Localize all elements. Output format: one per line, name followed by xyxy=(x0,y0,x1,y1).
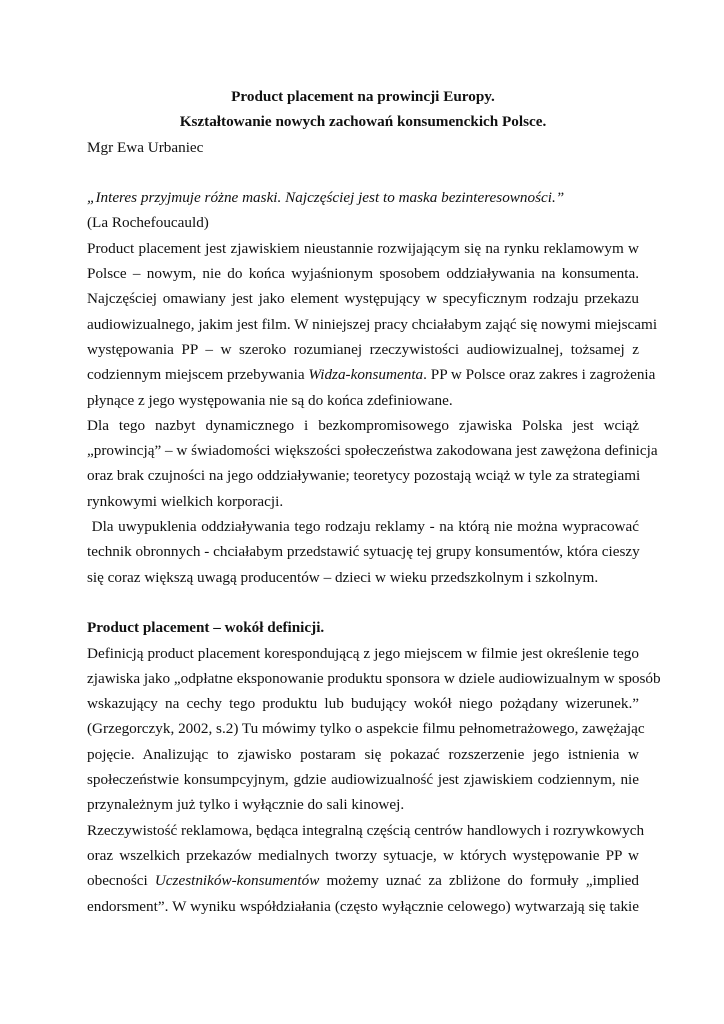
blank-line xyxy=(87,590,639,615)
intro-paragraph-3 xyxy=(87,514,639,590)
author-name: Mgr Ewa Urbaniec xyxy=(87,138,204,156)
section-paragraph-2 xyxy=(87,818,645,919)
blank-line xyxy=(87,160,639,185)
text-line: oraz brak czujności na jego oddziaływanie; teoretycy pozostają wciąż w tyle za strategiami xyxy=(87,467,641,485)
text-run: codziennym miejscem przebywania xyxy=(87,366,309,384)
text-line: wskazujący na cechy tego produktu lub budujący wokół niego pożądany wizerunek.” xyxy=(87,695,639,713)
text-line: audiowizualnego, jakim jest film. W niniejszej pracy chciałabym zająć się nowymi miejscami xyxy=(87,315,658,333)
epigraph-quote: „Interes przyjmuje różne maski. Najczęściej jest to maska bezinteresowności.” xyxy=(87,189,565,207)
text-line: (Grzegorczyk, 2002, s.2) Tu mówimy tylko o aspekcie filmu pełnometrażowego, zawężając xyxy=(87,720,645,738)
text-line: oraz wszelkich przekazów medialnych tworzy sytuacje, w których występowanie PP w xyxy=(87,846,639,864)
section-paragraph-1 xyxy=(87,641,661,818)
text-line: przynależnym już tylko i wyłącznie do sali kinowej. xyxy=(87,796,405,814)
text-line: Najczęściej omawiany jest jako element występujący w specyficznym rodzaju przekazu xyxy=(87,290,639,308)
text-line: technik obronnych - chciałabym przedstawić sytuację tej grupy konsumentów, która cieszy xyxy=(87,543,640,561)
text-line: Definicją product placement korespondującą z jego miejscem w filmie jest określenie tego xyxy=(87,644,639,662)
text-line: Polsce – nowym, nie do końca wyjaśnionym sposobem oddziaływania na konsumenta. xyxy=(87,265,639,283)
text-line: występowania PP – w szeroko rozumianej rzeczywistości audiowizualnej, tożsamej z xyxy=(87,340,639,358)
text-line: Rzeczywistość reklamowa, będąca integralną częścią centrów handlowych i rozrywkowych xyxy=(87,821,645,839)
text-line xyxy=(87,868,639,893)
text-run: obecności xyxy=(87,872,155,890)
italic-term: Widza-konsumenta xyxy=(308,366,424,384)
text-line: endorsment”. W wyniku współdziałania (często wyłącznie celowego) wytwarzają się takie xyxy=(87,897,639,915)
text-line: Dla tego nazbyt dynamicznego i bezkompromisowego zjawiska Polska jest wciąż xyxy=(87,416,639,434)
text-line: Product placement jest zjawiskiem nieustannie rozwijającym się na rynku reklamowym w xyxy=(87,239,639,257)
text-line: „prowincją” – w świadomości większości społeczeństwa zakodowana jest zawężona definicja xyxy=(87,442,658,460)
text-line: Dla uwypuklenia oddziaływania tego rodzaju reklamy - na którą nie można wypracować xyxy=(87,518,639,536)
italic-term: Uczestników-konsumentów xyxy=(154,872,320,890)
document-subtitle: Kształtowanie nowych zachowań konsumenckich Polsce. xyxy=(179,113,547,131)
text-line: pojęcie. Analizując to zjawisko postaram się pokazać rozszerzenie jego istnienia w xyxy=(87,745,639,763)
text-line: zjawiska jako „odpłatne eksponowanie produktu sponsora w dziele audiowizualnym w sposób xyxy=(87,669,661,687)
text-run: . PP w Polsce oraz zakres i zagrożenia xyxy=(423,366,656,384)
text-line: się coraz większą uwagą producentów – dzieci w wieku przedszkolnym i szkolnym. xyxy=(87,568,599,586)
intro-paragraph-1 xyxy=(87,236,658,413)
text-line: płynące z jego występowania nie są do końca zdefiniowane. xyxy=(87,391,453,409)
document-body xyxy=(87,84,661,919)
epigraph-attribution: (La Rochefoucauld) xyxy=(87,214,209,232)
section-heading: Product placement – wokół definicji. xyxy=(87,619,325,637)
text-run: możemy uznać za zbliżone do formuły „implied xyxy=(319,872,640,890)
text-line: społeczeństwie konsumpcyjnym, gdzie audiowizualność jest zjawiskiem codziennym, nie xyxy=(87,771,639,789)
intro-paragraph-2 xyxy=(87,413,658,514)
document-title: Product placement na prowincji Europy. xyxy=(231,88,495,105)
text-line xyxy=(87,362,656,387)
text-line: rynkowymi wielkich korporacji. xyxy=(87,492,284,510)
